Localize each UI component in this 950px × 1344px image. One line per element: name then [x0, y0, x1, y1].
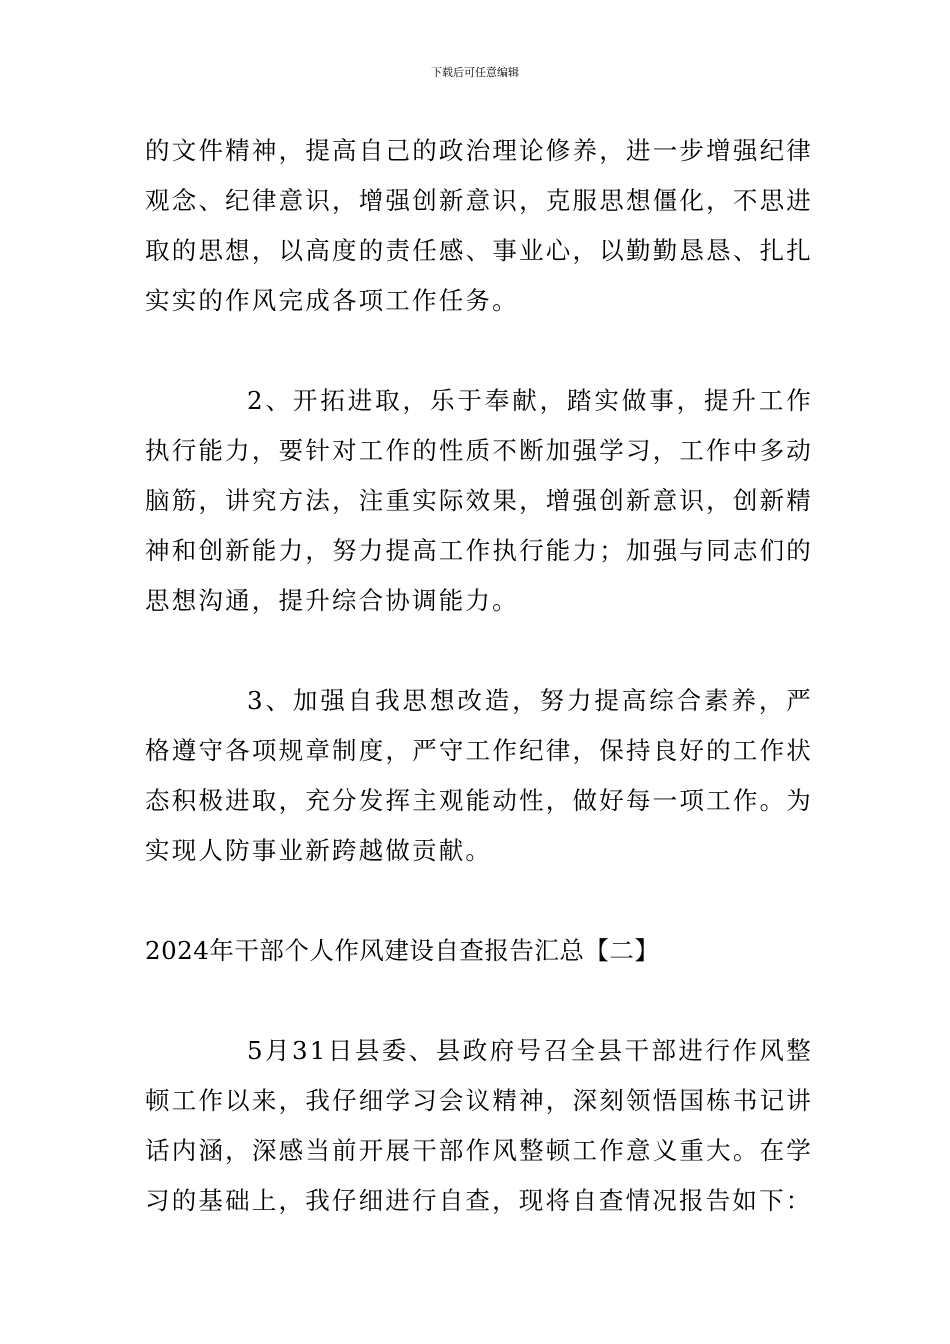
paragraph-item-2: 2、开拓进取，乐于奉献，踏实做事，提升工作执行能力，要针对工作的性质不断加强学习，工作中多动脑筋，讲究方法，注重实际效果，增强创新意识，创新精神和创新能力，努力提高工作执行能力；加强与同志们的思想沟通，提升综合协调能力。 — [145, 386, 813, 615]
section-heading: 2024年干部个人作风建设自查报告汇总【二】 — [145, 936, 660, 965]
paragraph-gap — [145, 876, 813, 926]
paragraph-item-3: 3、加强自我思想改造，努力提高综合素养，严格遵守各项规章制度，严守工作纪律，保持良好的工作状态积极进取，充分发挥主观能动性，做好每一项工作。为实现人防事业新跨越做贡献。 — [145, 686, 813, 865]
page-header: 下载后可任意编辑 — [431, 66, 519, 79]
paragraph-continuation: 的文件精神，提高自己的政治理论修养，进一步增强纪律观念、纪律意识，增强创新意识，克服思想僵化，不思进取的思想，以高度的责任感、事业心，以勤勤恳恳、扎扎实实的作风完成各项工作任务。 — [145, 136, 813, 315]
paragraph-gap — [145, 626, 813, 676]
paragraph-gap — [145, 976, 813, 1026]
document-body — [145, 126, 813, 1226]
paragraph-gap — [145, 326, 813, 376]
paragraph-section-intro: 5月31日县委、县政府号召全县干部进行作风整顿工作以来，我仔细学习会议精神，深刻领悟国栋书记讲话内涵，深感当前开展干部作风整顿工作意义重大。在学习的基础上，我仔细进行自查，现将自查情况报告如下： — [145, 1036, 813, 1215]
